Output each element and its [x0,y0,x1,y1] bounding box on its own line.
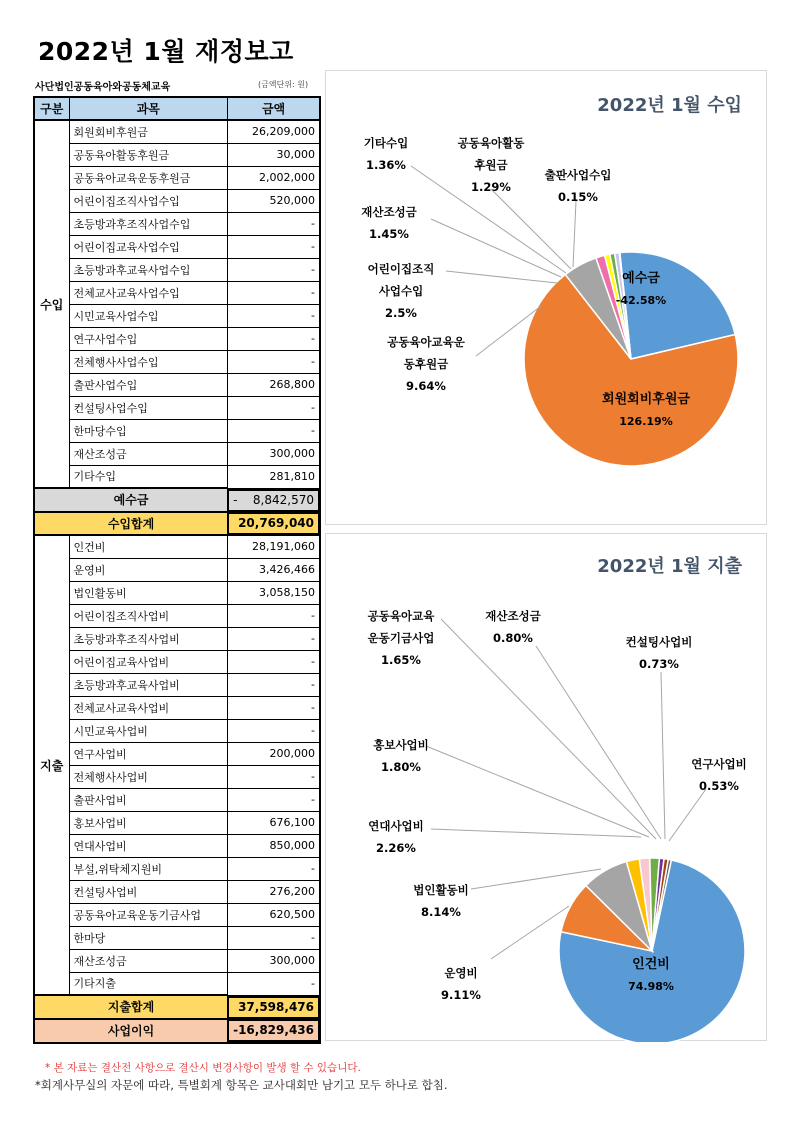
item-name: 인건비 [69,535,228,558]
organization-name: 사단법인공동육아와공동체교육 [35,82,171,93]
item-amount: - [228,327,320,350]
item-name: 어린이집조직사업비 [69,604,228,627]
item-amount: - [228,258,320,281]
profit-amount [228,1019,319,1042]
table-row [34,650,320,673]
item-name: 초등방과후조직사업수입 [69,212,228,235]
data-label-name: 재산조성금 [361,205,417,219]
table-row [34,304,320,327]
expense-chart-panel [325,533,767,1041]
table-row [34,120,320,143]
table-row [34,327,320,350]
expense-total-value: 37,598,476 [238,1000,314,1014]
item-name: 전체교사교육사업수입 [69,281,228,304]
item-amount: - [228,788,320,811]
item-amount: 3,058,150 [228,581,320,604]
item-name: 초등방과후조직사업비 [69,627,228,650]
table-row [34,604,320,627]
item-amount: 300,000 [228,949,320,972]
expense-category: 지출 [34,535,69,995]
income-chart-title: 2022년 1월 수입 [597,95,742,116]
table-row [34,143,320,166]
item-amount: 620,500 [228,903,320,926]
table-row [34,811,320,834]
item-name: 컨설팅사업비 [69,880,228,903]
table-row [34,673,320,696]
item-amount: 276,200 [228,880,320,903]
table-row [34,373,320,396]
table-row [34,212,320,235]
deposit-amount [228,489,319,512]
data-label-name: 홍보사업비 [373,738,429,752]
data-label-name: 연구사업비 [691,757,747,771]
item-name: 전체행사사업수입 [69,350,228,373]
table-row [34,258,320,281]
data-label-name: 회원회비후원금 [602,392,690,407]
data-label-percent: 2.5% [385,306,417,320]
table-row [34,696,320,719]
item-amount: - [228,604,320,627]
data-label-name: 동후원금 [403,357,449,371]
data-label [441,962,481,1006]
profit-sign: - [233,1023,239,1037]
profit-label: 사업이익 [34,1019,228,1043]
item-name: 전체행사사업비 [69,765,228,788]
deposit-sign: - [233,493,238,507]
item-amount: - [228,212,320,235]
item-name: 어린이집교육사업수입 [69,235,228,258]
item-name: 홍보사업비 [69,811,228,834]
data-label-percent: 0.80% [493,631,533,645]
data-label [628,954,674,998]
table-row [34,788,320,811]
table-row [34,834,320,857]
item-amount: 3,426,466 [228,558,320,581]
leader-line [446,271,557,283]
item-amount: - [228,926,320,949]
item-name: 출판사업비 [69,788,228,811]
data-label-percent: 9.11% [441,988,481,1002]
item-name: 회원회비후원금 [69,120,228,143]
item-amount: - [228,419,320,442]
data-label [616,268,666,312]
table-row [34,972,320,995]
item-amount: - [228,650,320,673]
item-name: 연구사업수입 [69,327,228,350]
item-name: 기타지출 [69,972,228,995]
expense-total-label: 지출합계 [34,995,228,1019]
data-label-percent: 9.64% [406,379,446,393]
data-label [364,132,408,176]
item-amount: 281,810 [228,465,320,488]
table-header [34,97,320,120]
leader-line [426,746,649,837]
profit-value: 16,829,436 [238,1023,314,1037]
item-name: 컨설팅사업수입 [69,396,228,419]
data-label-percent: 1.65% [381,653,421,667]
item-amount: 676,100 [228,811,320,834]
expense-total-amount [228,996,319,1019]
leader-line [471,869,601,889]
data-label-percent: 0.53% [699,779,739,793]
header-category: 구분 [34,97,69,120]
data-label [626,631,693,675]
data-label-name: 후원금 [474,158,508,172]
item-amount: - [228,696,320,719]
profit-row [34,1019,320,1043]
item-amount: 200,000 [228,742,320,765]
item-name: 공동육아활동후원금 [69,143,228,166]
table-row [34,419,320,442]
disclaimer-note: * 본 자료는 결산전 사항으로 결산시 변경사항이 발생 할 수 있습니다. [45,1062,361,1074]
data-label-percent: 1.36% [366,158,406,172]
data-label [373,734,429,778]
item-name: 시민교육사업비 [69,719,228,742]
expense-chart-title: 2022년 1월 지출 [597,556,742,577]
table-row [34,926,320,949]
data-label-percent: 1.29% [471,180,511,194]
item-name: 연구사업비 [69,742,228,765]
leader-line [431,829,641,837]
data-label-name: 연대사업비 [368,819,424,833]
leader-line [441,619,656,839]
data-label-name: 운영비 [444,966,478,980]
item-amount: 28,191,060 [228,535,320,558]
data-label [458,132,525,198]
item-name: 한마당수입 [69,419,228,442]
data-label [413,879,469,923]
item-name: 부설,위탁체지원비 [69,857,228,880]
item-name: 전체교사교육사업비 [69,696,228,719]
data-label-name: 운동기금사업 [367,631,435,645]
table-row [34,535,320,558]
table-row [34,350,320,373]
item-amount: - [228,972,320,995]
item-amount: - [228,857,320,880]
item-amount: - [228,396,320,419]
table-row [34,281,320,304]
item-name: 한마당 [69,926,228,949]
data-label-percent: 2.26% [376,841,416,855]
leader-line [573,201,576,267]
item-name: 공동육아교육운동기금사업 [69,903,228,926]
data-label-name: 출판사업수입 [544,168,612,182]
table-row [34,742,320,765]
table-row [34,903,320,926]
item-name: 어린이집조직사업수입 [69,189,228,212]
data-label-name: 컨설팅사업비 [625,635,693,649]
header-item: 과목 [69,97,228,120]
data-label [368,815,424,859]
table-row [34,857,320,880]
income-total-label: 수입합계 [34,512,228,536]
data-label-name: 기타수입 [363,136,409,150]
data-label [361,201,417,245]
data-label-percent: 0.15% [558,190,598,204]
item-amount: - [228,627,320,650]
data-label [387,331,465,397]
table-row [34,465,320,488]
data-label-name: 사업수입 [378,284,424,298]
table-row [34,627,320,650]
data-label-name: 법인활동비 [413,883,469,897]
data-label-percent: 1.45% [369,227,409,241]
table-row [34,396,320,419]
item-amount: 300,000 [228,442,320,465]
item-amount: - [228,235,320,258]
item-amount: - [228,765,320,788]
data-label-percent: 74.98% [628,980,674,993]
data-label [368,605,435,671]
income-category: 수입 [34,120,69,488]
header-amount: 금액 [228,97,320,120]
data-label-percent: 8.14% [421,905,461,919]
item-name: 시민교육사업수입 [69,304,228,327]
item-amount: 850,000 [228,834,320,857]
item-name: 출판사업수입 [69,373,228,396]
item-amount: 2,002,000 [228,166,320,189]
data-label-name: 예수금 [622,271,660,286]
item-name: 초등방과후교육사업수입 [69,258,228,281]
item-amount: 30,000 [228,143,320,166]
finance-table [33,96,321,1044]
deposit-label: 예수금 [34,488,228,512]
income-total-value: 20,769,040 [238,516,314,530]
data-label-percent: -42.58% [615,294,667,307]
income-total-row [34,512,320,536]
item-name: 초등방과후교육사업비 [69,673,228,696]
leader-line [661,672,665,839]
data-label [545,164,612,208]
item-amount: 268,800 [228,373,320,396]
leader-line [431,219,561,277]
data-label-percent: 126.19% [619,415,673,428]
item-amount: - [228,719,320,742]
deposit-row [34,488,320,512]
table-row [34,719,320,742]
item-amount: 26,209,000 [228,120,320,143]
table-row [34,235,320,258]
table-row [34,581,320,604]
page-title: 2022년 1월 재정보고 [38,37,294,66]
data-label-name: 재산조성금 [485,609,541,623]
table-row [34,880,320,903]
leader-line [491,906,569,959]
income-chart-panel [325,70,767,525]
data-label-percent: 1.80% [381,760,421,774]
table-row [34,558,320,581]
item-name: 연대사업비 [69,834,228,857]
data-label-percent: 0.73% [639,657,679,671]
table-row [34,189,320,212]
accounting-note: *회계사무실의 자문에 따라, 특별회계 항목은 교사대회만 남기고 모두 하나로 합침. [35,1078,448,1092]
item-amount: - [228,673,320,696]
item-name: 재산조성금 [69,949,228,972]
table-row [34,765,320,788]
income-total-amount [228,512,319,535]
item-name: 법인활동비 [69,581,228,604]
item-amount: - [228,281,320,304]
deposit-value: 8,842,570 [252,493,314,507]
item-amount: 520,000 [228,189,320,212]
data-label [368,258,435,324]
item-name: 재산조성금 [69,442,228,465]
data-label [602,389,690,433]
data-label [691,753,747,797]
data-label-name: 공동육아교육운 [387,335,465,349]
item-amount: - [228,350,320,373]
item-amount: - [228,304,320,327]
table-row [34,166,320,189]
item-name: 운영비 [69,558,228,581]
table-row [34,442,320,465]
data-label [485,605,541,649]
data-label-name: 공동육아교육 [367,609,435,623]
item-name: 공동육아교육운동후원금 [69,166,228,189]
table-row [34,949,320,972]
item-name: 어린이집교육사업비 [69,650,228,673]
item-name: 기타수입 [69,465,228,488]
unit-note: (금액단위: 원) [258,80,309,89]
expense-total-row [34,995,320,1019]
data-label-name: 어린이집조직 [367,262,435,276]
data-label-name: 인건비 [632,957,670,972]
data-label-name: 공동육아활동 [457,136,525,150]
